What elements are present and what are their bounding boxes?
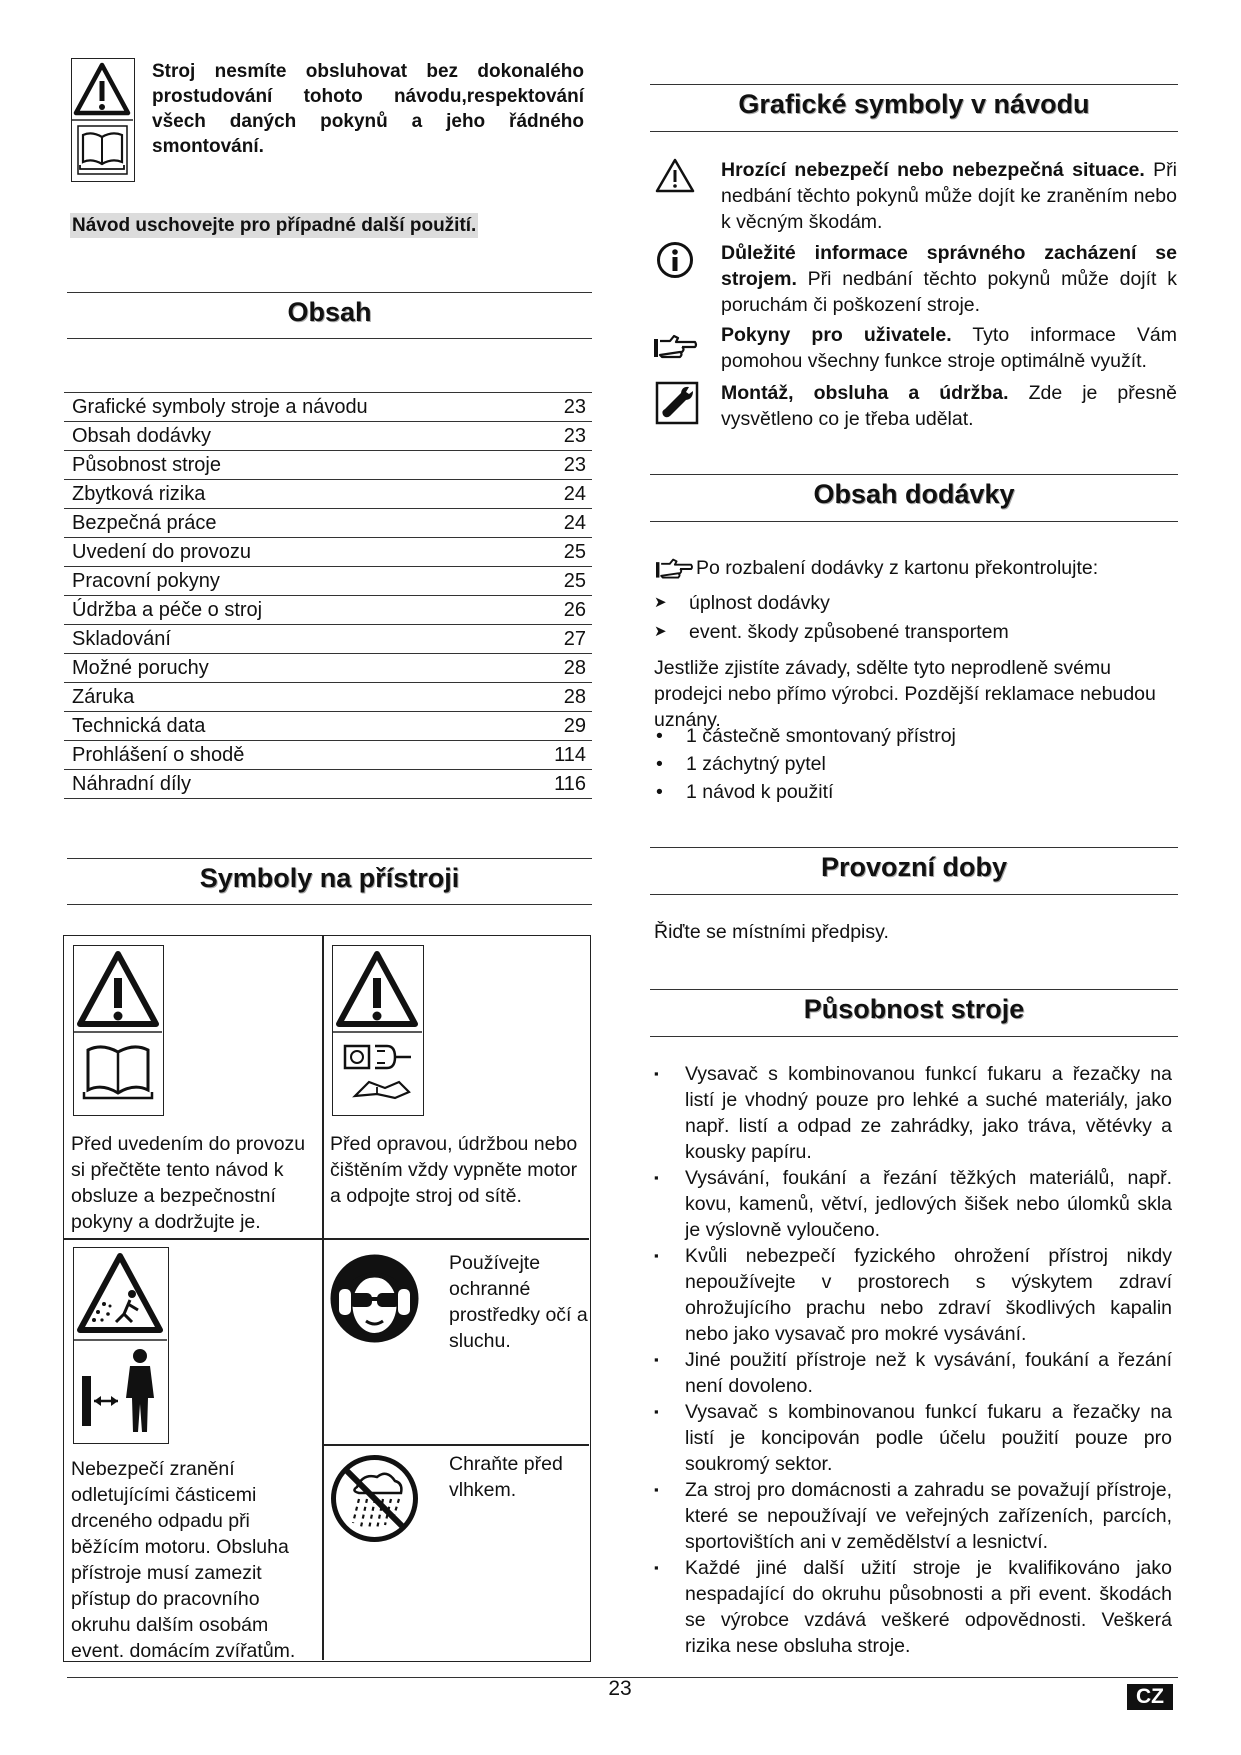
toc-row-page: 114: [554, 743, 586, 766]
unplug-before-maintenance-icon: [332, 945, 424, 1116]
read-manual-icon: [73, 945, 164, 1116]
toc-row-page: 26: [563, 598, 586, 621]
toc-row: [64, 625, 592, 654]
manual-symbol-assembly-text: Montáž, obsluha a údržba. Zde je přesně vysvětleno co je třeba udělat.: [721, 382, 1178, 430]
toc-list: [64, 392, 592, 799]
scope-list-item: ▪ Kvůli nebezpečí fyzického ohrožení přístroj nikdy nepoužívejte v prostorech s výskytem zdraví ohrožujícího prachu nebo zdraví škodlivých kapalin nebo jako vysavač pro mokré vysávání.: [654, 1245, 1172, 1345]
toc-row-page: 25: [563, 569, 586, 592]
toc-row-page: 23: [563, 453, 586, 476]
toc-row: [64, 770, 592, 799]
toc-row: [64, 422, 592, 451]
device-symbols-table: [63, 935, 591, 1662]
device-symbols-heading: Symboly na přístroji: [199, 863, 460, 893]
manual-symbol-danger-text: Hrozící nebezpečí nebo nebezpečná situace. Při nedbání těchto pokynů může dojít ke zraněním nebo k věcným škodám.: [721, 159, 1177, 233]
intro-warning-icon: [71, 58, 135, 182]
toc-row-page: 28: [563, 685, 586, 708]
intro-warning-text: Stroj nesmíte obsluhovat bez dokonalého prostudování tohoto návodu,respektování všech daných pokynů a jeho řádného smontování.: [152, 61, 584, 157]
toc-row: [64, 567, 592, 596]
danger-icon: [654, 157, 696, 194]
toc-row-label: Působnost stroje: [72, 453, 221, 476]
manual-symbols-heading: Grafické symboly v návodu: [738, 89, 1090, 119]
toc-row-label: Prohlášení o shodě: [72, 743, 245, 766]
toc-row-page: 23: [563, 424, 586, 447]
toc-row-label: Uvedení do provozu: [72, 540, 252, 563]
toc-row-label: Bezpečná práce: [72, 511, 217, 534]
toc-row-label: Údržba a péče o stroj: [72, 598, 263, 621]
scope-list-item: ▪ Za stroj pro domácnosti a zahradu se považují přístroje, které se nepoužívají ve veřejných zařízeních, parcích, sportovištích ani v zemědělství a lesnictví.: [654, 1479, 1172, 1553]
delivery-note: Jestliže zjistíte závady, sdělte tyto neprodleně svému prodejci nebo přímo výrobci. Pozdější reklamace nebudou uznány.: [654, 657, 1156, 731]
toc-row-page: 24: [563, 511, 586, 534]
toc-row: [64, 538, 592, 567]
scope-list-item: ▪ Jiné použití přístroje než k vysávání, foukání a řezání není dovoleno.: [654, 1349, 1172, 1397]
toc-row: [64, 451, 592, 480]
toc-row: [64, 712, 592, 741]
toc-row: [64, 741, 592, 770]
flying-debris-icon: [73, 1247, 169, 1444]
scope-heading: Působnost stroje: [803, 994, 1025, 1024]
toc-row: [64, 509, 592, 538]
toc-row-label: Záruka: [72, 685, 135, 708]
scope-list-item: ▪ Vysavač s kombinovanou funkcí fukaru a řezačky na listí je koncipován podle účelu použití pouze pro soukromý sektor.: [654, 1401, 1172, 1475]
toc-row-page: 23: [563, 395, 586, 418]
toc-row-label: Náhradní díly: [72, 772, 191, 795]
toc-heading: Obsah: [287, 297, 372, 327]
toc-row-page: 116: [554, 772, 586, 795]
toc-row-page: 27: [563, 627, 586, 650]
operating-times-heading: Provozní doby: [820, 852, 1007, 882]
scope-list-item: ▪ Vysavač s kombinovanou funkcí fukaru a řezačky na listí je vhodný pouze pro lehké a suché materiály, jako např. listí a odpad ze zahrádky, jako tráva, větévky a kousky papíru.: [654, 1063, 1172, 1163]
toc-row: [64, 596, 592, 625]
toc-row-page: 29: [563, 714, 586, 737]
page-number: 23: [608, 1677, 632, 1700]
toc-row-label: Zbytková rizika: [72, 482, 206, 505]
manual-symbol-info-text: Důležité informace správného zacházení se strojem. Při nedbání těchto pokynů může dojít k poruchám či poškození stroje.: [721, 242, 1177, 316]
delivery-check-text: Po rozbalení dodávky z kartonu překontrolujte:: [696, 557, 1099, 579]
toc-row-label: Technická data: [72, 714, 206, 737]
info-icon: [656, 241, 694, 279]
eye-ear-protection-icon: [329, 1253, 420, 1344]
toc-row-page: 28: [563, 656, 586, 679]
scope-list-item: ▪ Vysávání, foukání a řezání těžkých materiálů, např. kovu, kamenů, větví, jedlových šišek nebo úlomků skla je výslovně vyloučeno.: [654, 1167, 1172, 1241]
toc-row-label: Grafické symboly stroje a návodu: [72, 395, 368, 418]
toc-row-label: Skladování: [72, 627, 171, 650]
device-symbol-text-5: Chraňte před vlhkem.: [449, 1453, 563, 1501]
toc-row-label: Obsah dodávky: [72, 424, 211, 447]
toc-row-page: 24: [563, 482, 586, 505]
protect-from-moisture-icon: [329, 1453, 420, 1544]
manual-symbol-user-text: Pokyny pro uživatele. Tyto informace Vám pomohou všechny funkce stroje optimálně využít.: [721, 324, 1177, 372]
device-symbol-text-2: Před opravou, údržbou nebo čištěním vždy vypněte motor a odpojte stroj od sítě.: [330, 1133, 578, 1207]
toc-row: [64, 654, 592, 683]
scope-list-item: ▪ Každé jiné další užití stroje je kvalifikováno jako nespadající do okruhu působnosti a při event. škodách se výrobce vzdává veškeré odpovědnosti. Veškerá rizika nese obsluha stroje.: [654, 1557, 1172, 1657]
toc-row-page: 25: [563, 540, 586, 563]
scope-list: [654, 1061, 1172, 1659]
operating-times-text: Řiďte se místními předpisy.: [654, 921, 889, 943]
pointing-hand-icon: [652, 333, 698, 361]
toc-row: [64, 683, 592, 712]
delivery-contents-list: • 1 částečně smontovaný přístroj • 1 záchytný pytel • 1 návod k použití: [656, 725, 956, 803]
device-symbol-text-3: Nebezpečí zranění odletujícími částicemi drceného odpadu při běžícím motoru. Obsluha přístroje musí zamezit přístup do pracovního okruhu dalším osobám event. domácím zvířatům.: [71, 1458, 296, 1662]
toc-row: [64, 393, 592, 422]
toc-row: [64, 480, 592, 509]
wrench-icon: [655, 381, 699, 425]
keep-manual-note: Návod uschovejte pro případné další použití.: [72, 215, 477, 236]
language-badge: CZ: [1127, 1684, 1173, 1710]
toc-row-label: Možné poruchy: [72, 656, 209, 679]
delivery-heading: Obsah dodávky: [813, 479, 1015, 509]
device-symbol-text-1: Před uvedením do provozu si přečtěte tento návod k obsluze a bezpečnostní pokyny a dodržujte je.: [71, 1133, 306, 1233]
device-symbol-text-4: Používejte ochranné prostředky očí a sluchu.: [449, 1252, 588, 1352]
delivery-check-list: ➤ úplnost dodávky ➤ event. škody způsobené transportem: [654, 592, 1009, 643]
toc-row-label: Pracovní pokyny: [72, 569, 220, 592]
delivery-hand-icon: [653, 557, 695, 581]
